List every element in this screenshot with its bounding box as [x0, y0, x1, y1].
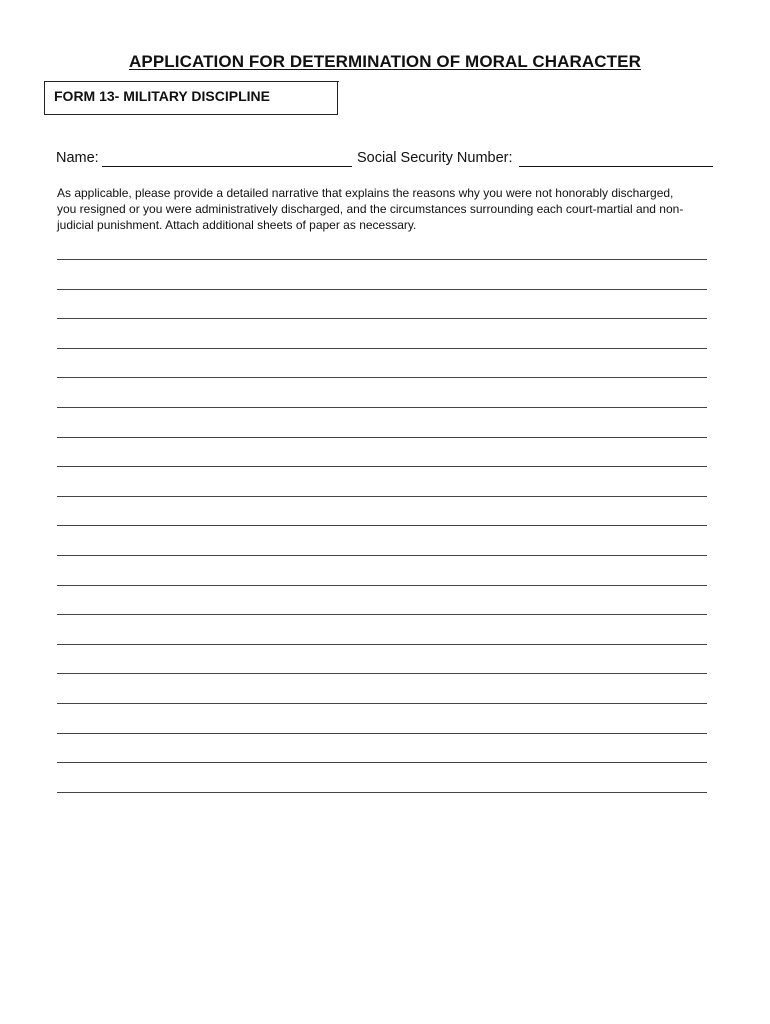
form-label: FORM 13- MILITARY DISCIPLINE	[54, 88, 270, 104]
ssn-field[interactable]	[519, 166, 713, 167]
narrative-line[interactable]	[57, 377, 707, 378]
narrative-line[interactable]	[57, 259, 707, 260]
narrative-line[interactable]	[57, 733, 707, 734]
narrative-line[interactable]	[57, 585, 707, 586]
narrative-line[interactable]	[57, 466, 707, 467]
narrative-line[interactable]	[57, 407, 707, 408]
narrative-line[interactable]	[57, 437, 707, 438]
document-title: APPLICATION FOR DETERMINATION OF MORAL CHARACTER	[129, 52, 641, 71]
narrative-line[interactable]	[57, 348, 707, 349]
name-label: Name:	[56, 150, 99, 166]
narrative-line[interactable]	[57, 555, 707, 556]
instructions-line: As applicable, please provide a detailed narrative that explains the reasons why you were not honorably discharged,	[57, 186, 674, 200]
narrative-line[interactable]	[57, 496, 707, 497]
narrative-line[interactable]	[57, 762, 707, 763]
narrative-line[interactable]	[57, 673, 707, 674]
narrative-line[interactable]	[57, 525, 707, 526]
narrative-line[interactable]	[57, 703, 707, 704]
narrative-line[interactable]	[57, 318, 707, 319]
instructions-line: you resigned or you were administratively discharged, and the circumstances surrounding each court-martial and non-	[57, 202, 684, 216]
narrative-line[interactable]	[57, 289, 707, 290]
narrative-line[interactable]	[57, 614, 707, 615]
instructions-paragraph	[57, 185, 717, 233]
name-field[interactable]	[102, 166, 352, 167]
narrative-line[interactable]	[57, 792, 707, 793]
ssn-label: Social Security Number:	[357, 150, 513, 166]
narrative-line[interactable]	[57, 644, 707, 645]
instructions-line: judicial punishment. Attach additional sheets of paper as necessary.	[57, 218, 417, 232]
